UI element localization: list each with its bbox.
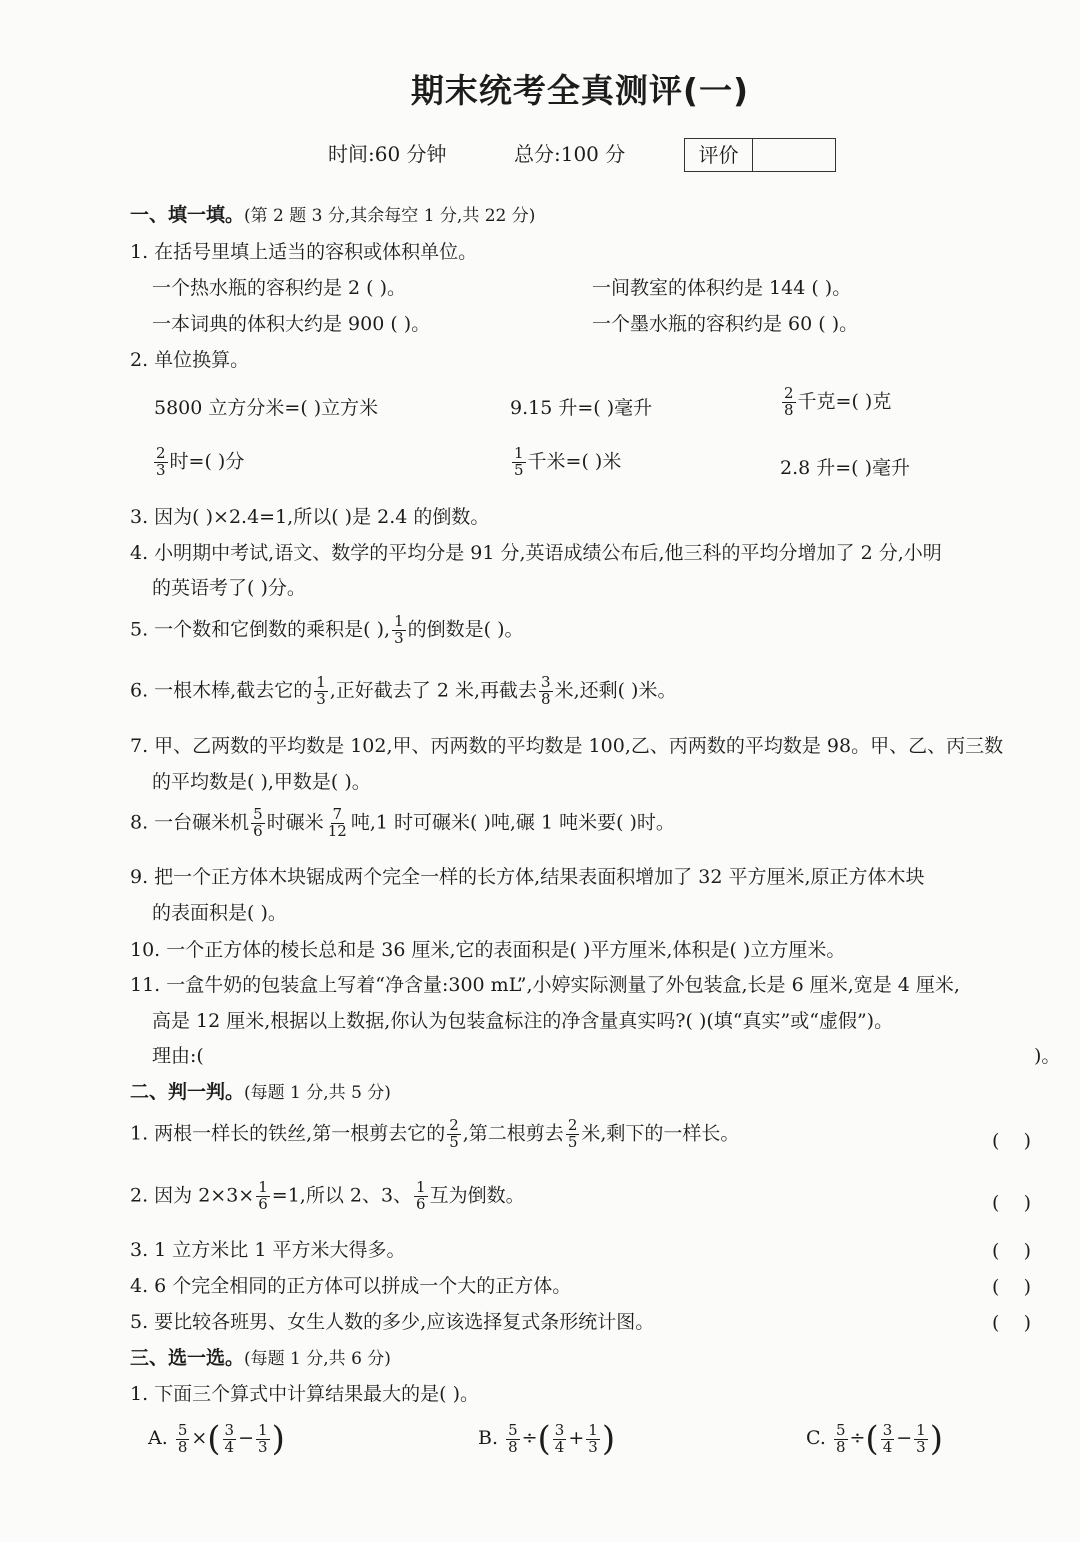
s2-q3-answer: ( ) (992, 1240, 1031, 1262)
s1-q1-a: 一个热水瓶的容积约是 2 ( )。 (152, 277, 407, 299)
section-2-title: 二、判一判。 (130, 1081, 245, 1103)
fraction: $\frac{2}{8}$ (784, 384, 794, 419)
fraction: $\frac{5}{8}$ (177, 1420, 188, 1456)
fraction: $\frac{3}{8}$ (541, 673, 551, 708)
section-1-title: 一、填一填。 (130, 204, 245, 226)
s1-q11-line1: 11. 一盒牛奶的包装盒上写着“净含量:300 mL”,小婷实际测量了外包装盒,长是 6 厘米,宽是 4 厘米, (130, 974, 960, 996)
s1-q1-b: 一间教室的体积约是 144 ( )。 (592, 277, 852, 299)
s1-q11-reason-label: 理由:( (152, 1045, 204, 1067)
s1-q9-line2: 的表面积是( )。 (152, 902, 287, 924)
s1-q7-line1: 7. 甲、乙两数的平均数是 102,甲、丙两数的平均数是 100,乙、丙两数的平均数是 98。甲、乙、丙三数 (130, 735, 1004, 757)
fraction: $\frac{1}{6}$ (258, 1178, 268, 1213)
fraction: $\frac{2}{5}$ (449, 1116, 459, 1151)
fraction: $\frac{3}{4}$ (224, 1420, 235, 1456)
s2-q4: 4. 6 个完全相同的正方体可以拼成一个大的正方体。 (130, 1275, 572, 1297)
s1-q2-a: 5800 立方分米=( )立方米 (154, 397, 379, 419)
s2-q1: 1. 两根一样长的铁丝,第一根剪去它的 $\frac{2}{5}$ ,第二根剪去 $\frac{2}{5}$ 米,剩下的一样长。 (130, 1116, 740, 1151)
fraction: $\frac{1}{5}$ (514, 444, 524, 479)
section-2-heading (130, 1082, 391, 1104)
fraction: $\frac{2}{5}$ (567, 1116, 578, 1151)
s1-q2-f: 2.8 升=( )毫升 (780, 457, 911, 479)
s1-q11-line2: 高是 12 厘米,根据以上数据,你认为包装盒标注的净含量真实吗?( )(填“真实”或“虚假”)。 (152, 1010, 894, 1032)
section-3-title: 三、选一选。 (130, 1347, 245, 1369)
s1-q8: 8. 一台碾米机 $\frac{5}{6}$ 时碾米 $\frac{7}{12}$ 吨,1 时可碾米( )吨,碾 1 吨米要( )时。 (130, 805, 675, 840)
s1-q5: 5. 一个数和它倒数的乘积是( ), $\frac{1}{3}$ 的倒数是( )。 (130, 612, 524, 647)
section-3-heading (130, 1348, 391, 1370)
s2-q3: 3. 1 立方米比 1 平方米大得多。 (130, 1239, 406, 1261)
s1-q11-reason-close: )。 (1034, 1045, 1061, 1067)
s1-q2-stem: 2. 单位换算。 (130, 349, 250, 371)
section-1-note: (第 2 题 3 分,其余每空 1 分,共 22 分) (244, 206, 536, 226)
s3-q1-option-b: B. $\frac{5}{8}$ ÷( $\frac{3}{4}$ + $\frac{1}{3}$ ) (478, 1419, 616, 1459)
s2-q5: 5. 要比较各班男、女生人数的多少,应该选择复式条形统计图。 (130, 1311, 655, 1333)
s1-q2-b: 9.15 升=( )毫升 (510, 397, 653, 419)
section-2-note: (每题 1 分,共 5 分) (244, 1083, 391, 1103)
evaluation-label: 评价 (685, 139, 753, 171)
s1-q7-line2: 的平均数是( ),甲数是( )。 (152, 771, 371, 793)
fraction: $\frac{7}{12}$ (327, 805, 347, 840)
fraction: $\frac{3}{4}$ (554, 1420, 565, 1456)
s1-q3: 3. 因为( )×2.4=1,所以( )是 2.4 的倒数。 (130, 506, 490, 528)
exam-total-score: 总分:100 分 (514, 142, 626, 166)
s2-q1-answer: ( ) (992, 1130, 1031, 1152)
s1-q1-stem: 1. 在括号里填上适当的容积或体积单位。 (130, 241, 478, 263)
s1-q1-d: 一个墨水瓶的容积约是 60 ( )。 (592, 313, 859, 335)
s1-q4-line1: 4. 小明期中考试,语文、数学的平均分是 91 分,英语成绩公布后,他三科的平均分增加了 2 分,小明 (130, 542, 942, 564)
s2-q5-answer: ( ) (992, 1312, 1031, 1334)
fraction: $\frac{5}{8}$ (508, 1420, 518, 1456)
s1-q2-c: $\frac{2}{8}$ 千克=( )克 (784, 384, 892, 419)
s2-q2: 2. 因为 2×3× $\frac{1}{6}$ =1,所以 2、3、 $\frac{1}{6}$ 互为倒数。 (130, 1178, 525, 1213)
s1-q6: 6. 一根木棒,截去它的 $\frac{1}{3}$ ,正好截去了 2 米,再截去 $\frac{3}{8}$ 米,还剩( )米。 (130, 673, 677, 708)
fraction: $\frac{3}{4}$ (882, 1420, 893, 1456)
fraction: $\frac{1}{6}$ (416, 1178, 426, 1213)
s2-q4-answer: ( ) (992, 1276, 1031, 1298)
s1-q4-line2: 的英语考了( )分。 (152, 577, 306, 599)
evaluation-box (684, 138, 836, 172)
fraction: $\frac{2}{3}$ (156, 444, 166, 479)
section-1-heading (130, 205, 535, 227)
s3-q1-option-c: C. $\frac{5}{8}$ ÷( $\frac{3}{4}$ − $\frac{1}{3}$ ) (806, 1419, 943, 1459)
s1-q1-c: 一本词典的体积大约是 900 ( )。 (152, 313, 431, 335)
fraction: $\frac{1}{3}$ (916, 1420, 926, 1456)
s2-q2-answer: ( ) (992, 1192, 1031, 1214)
s3-q1-option-a: A. $\frac{5}{8}$ ×( $\frac{3}{4}$ − $\frac{1}{3}$ ) (148, 1419, 285, 1459)
page-title: 期末统考全真测评(一) (410, 71, 750, 110)
fraction: $\frac{1}{3}$ (316, 673, 326, 708)
fraction: $\frac{5}{6}$ (253, 805, 263, 840)
fraction: $\frac{5}{8}$ (835, 1420, 846, 1456)
s1-q9-line1: 9. 把一个正方体木块锯成两个完全一样的长方体,结果表面积增加了 32 平方厘米,原正方体木块 (130, 866, 925, 888)
fraction: $\frac{1}{3}$ (258, 1420, 268, 1456)
exam-time: 时间:60 分钟 (328, 142, 447, 166)
s3-q1: 1. 下面三个算式中计算结果最大的是( )。 (130, 1383, 480, 1405)
section-3-note: (每题 1 分,共 6 分) (244, 1349, 391, 1369)
s1-q2-d: $\frac{2}{3}$ 时=( )分 (156, 444, 245, 479)
s1-q10: 10. 一个正方体的棱长总和是 36 厘米,它的表面积是( )平方厘米,体积是( )立方厘米。 (130, 939, 846, 961)
s1-q2-e: $\frac{1}{5}$ 千米=( )米 (514, 444, 622, 479)
fraction: $\frac{1}{3}$ (394, 612, 404, 647)
fraction: $\frac{1}{3}$ (588, 1420, 598, 1456)
